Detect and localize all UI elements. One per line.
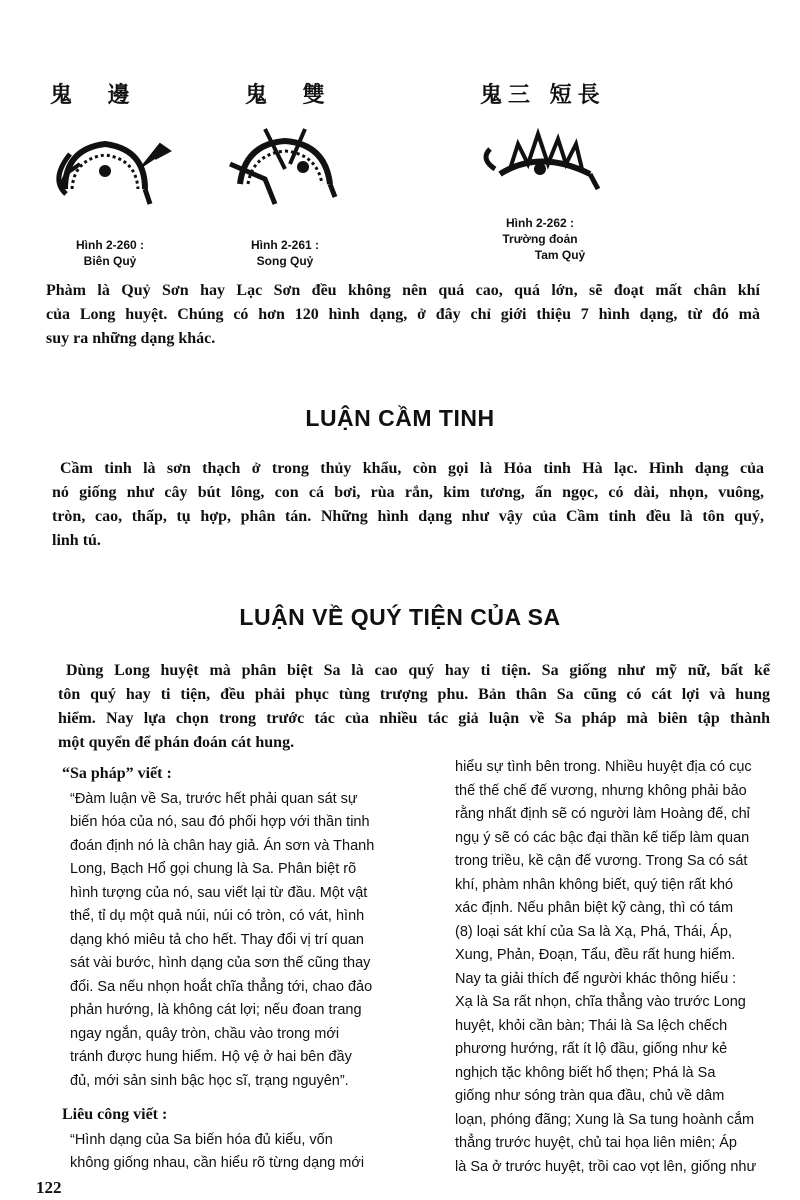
figure-chinese-chars: 鬼三 短長 bbox=[480, 83, 606, 108]
text-line: phương hướng, rất ít lộ đầu, giống như kẻ bbox=[455, 1041, 728, 1057]
text-line: Cầm tinh là sơn thạch ở trong thủy khẩu, còn gọi là Hỏa tinh Hà lạc. Hình dạng của bbox=[60, 460, 764, 477]
page-number: 122 bbox=[36, 1178, 62, 1197]
text-line: tròn, cao, thấp, tụ hợp, phân tán. Những hình dạng như vậy của Cầm tinh đều là tôn quý, bbox=[52, 508, 764, 525]
text-line: loạn, phóng đãng; Xung là Sa tung hoành cắm bbox=[455, 1111, 755, 1128]
text-line: linh tú. bbox=[52, 532, 101, 549]
text-line: xác định. Nếu phân biệt kỹ càng, thì có tám bbox=[455, 900, 734, 916]
text-line: Phàm là Quỷ Sơn hay Lạc Sơn đều không nên quá cao, quá lớn, sẽ đoạt mất chân khí bbox=[46, 282, 760, 299]
quote-line: phản hướng, là không cát lợi; nếu đoan trang bbox=[70, 1002, 362, 1018]
text-line: tôn quý hay ti tiện, đều phải phục tùng trượng phu. Bản thân Sa cũng có cát lợi và hung bbox=[58, 686, 770, 703]
text-line: giống như sóng tràn qua đầu, chủ về dâm bbox=[455, 1088, 725, 1104]
figure-bien-quy bbox=[10, 78, 210, 269]
text-line: thế thế chế đế vương, nhưng không phải bảo bbox=[455, 782, 747, 799]
section-title-cam-tinh: LUẬN CẦM TINH bbox=[305, 405, 495, 431]
text-line: của Long huyệt. Chúng có hơn 120 hình dạng, ở đây chỉ giới thiệu 7 hình dạng, từ đó mà bbox=[46, 306, 760, 323]
figure-caption-line2: Trường đoản bbox=[502, 232, 578, 246]
text-line: thẳng trước huyệt, chủ tai họa liên miên; Áp bbox=[455, 1135, 737, 1151]
text-line: nó giống như cây bút lông, con cá bơi, rùa rắn, kim tương, ấn ngọc, có dài, nhọn, vuông, bbox=[52, 484, 764, 501]
quote-line: thể, tỉ dụ một quả núi, núi có tròn, có vát, hình bbox=[70, 908, 365, 924]
quote-line: đổi. Sa nếu nhọn hoắt chĩa thẳng tới, chao đảo bbox=[70, 978, 373, 995]
quote-line: sát vài bước, hình dạng của sơn thế cũng thay bbox=[70, 955, 371, 971]
text-line: (8) loại sát khí của Sa là Xạ, Phá, Thái, Áp, bbox=[455, 923, 732, 940]
figure-song-quy bbox=[185, 78, 385, 269]
text-line: ngụ ý sẽ có các bậc đại thần kế tiếp làm quan bbox=[455, 829, 750, 846]
figure-caption-name: Tam Quỷ bbox=[534, 248, 586, 262]
text-line: huyệt, khỏi cần bàn; Thái là Sa lệch chếch bbox=[455, 1017, 728, 1034]
right-column bbox=[455, 756, 790, 1179]
text-line: một quyển để phán đoán cát hung. bbox=[58, 734, 295, 751]
quote-block bbox=[62, 1129, 402, 1176]
section-title-quy-tien-sa: LUẬN VỀ QUÝ TIỆN CỦA SA bbox=[239, 604, 561, 630]
figure-caption-number: Hình 2-261 : bbox=[250, 238, 319, 252]
text-line: khí, phàm nhân không biết, quý tiện rất khó bbox=[455, 876, 734, 893]
text-line: Xung, Phản, Đoạn, Tẩu, đều rất hung hiểm. bbox=[455, 947, 736, 963]
quote-line: đoán định nó là chân hay giả. Án sơn và Thanh bbox=[70, 837, 375, 854]
figure-caption-name: Song Quỷ bbox=[256, 254, 314, 268]
figure-caption-number: Hình 2-262 : bbox=[505, 216, 574, 230]
quote-line: biến hóa của nó, sau đó phối hợp với thần tinh bbox=[70, 814, 370, 830]
cam-tinh-paragraph bbox=[52, 457, 764, 553]
bien-quy-illustration bbox=[10, 109, 210, 219]
quote-line: không giống nhau, cần hiểu rõ từng dạng mới bbox=[70, 1155, 365, 1171]
text-line: Xạ là Sa rất nhọn, chĩa thẳng vào trước Long bbox=[455, 994, 746, 1010]
text-line: suy ra những dạng khác. bbox=[46, 330, 216, 347]
text-line: trong triều, kề cận đế vương. Trong Sa có sát bbox=[455, 853, 748, 869]
text-line: Dùng Long huyệt mà phân biệt Sa là cao quý hay ti tiện. Sa giống như mỹ nữ, bất kể bbox=[66, 662, 770, 679]
text-line: nghịch tặc không biết hổ thẹn; Phá là Sa bbox=[455, 1064, 716, 1081]
figure-chinese-chars: 鬼 雙 bbox=[245, 83, 339, 108]
figure-truong-doan-tam-quy bbox=[440, 78, 640, 263]
intro-paragraph bbox=[46, 279, 760, 351]
source-label: Liêu công viết : bbox=[62, 1106, 168, 1123]
figure-chinese-chars: 鬼 邊 bbox=[50, 83, 144, 108]
quote-line: Long, Bạch Hổ gọi chung là Sa. Phân biệt rõ bbox=[70, 861, 357, 877]
text-line: hiểu sự tình bên trong. Nhiều huyệt địa có cục bbox=[455, 759, 752, 775]
source-label: “Sa pháp” viết : bbox=[62, 765, 172, 782]
left-column bbox=[62, 762, 402, 1176]
quote-line: tránh được hung hiểm. Hộ vệ ở hai bên đầy bbox=[70, 1049, 352, 1065]
text-line: Nay ta giải thích để người khác thông hiểu : bbox=[455, 970, 737, 987]
text-line: hiểm. Nay lựa chọn trong trước tác của nhiều tác giả luận về Sa pháp mà biên tập thành bbox=[58, 710, 770, 727]
figure-caption-name: Biên Quỷ bbox=[83, 254, 137, 268]
quy-tien-sa-paragraph bbox=[58, 659, 770, 755]
quote-line: hình tượng của nó, sau viết lại từ đầu. Một vật bbox=[70, 884, 368, 901]
quote-line: “Hình dạng của Sa biến hóa đủ kiểu, vốn bbox=[70, 1131, 333, 1148]
song-quy-illustration bbox=[185, 109, 385, 219]
tam-quy-illustration bbox=[440, 109, 640, 209]
text-line: là Sa ở trước huyệt, trồi cao vọt lên, giống như bbox=[455, 1158, 757, 1175]
quote-line: dạng khó miêu tả cho hết. Thay đổi vị trí quan bbox=[70, 931, 364, 948]
quote-line: đủ, mới sản sinh bậc học sĩ, trạng nguyên”. bbox=[70, 1072, 349, 1089]
quote-block bbox=[62, 788, 402, 1094]
quote-line: ngay ngắn, quây tròn, chầu vào trong mới bbox=[70, 1025, 340, 1042]
figure-caption-number: Hình 2-260 : bbox=[75, 238, 144, 252]
text-line: rằng nhất định sẽ có người làm Hoàng đế, chỉ bbox=[455, 806, 750, 822]
quote-line: “Đàm luận về Sa, trước hết phải quan sát sự bbox=[70, 790, 358, 807]
